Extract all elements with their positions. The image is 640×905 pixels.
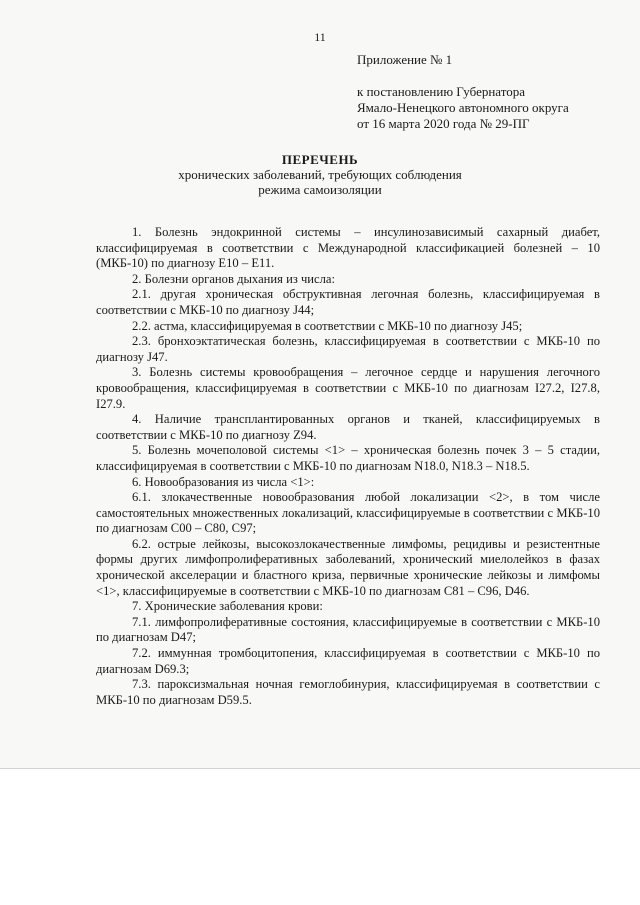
list-item: 2.2. астма, классифицируемая в соответствии с МКБ-10 по диагнозу J45;: [132, 318, 523, 333]
list-item: 6. Новообразования из числа <1>:: [132, 474, 315, 489]
document-subtitle-1: хронических заболеваний, требующих соблюдения: [178, 167, 462, 182]
list-item: 7.1. лимфопролиферативные состояния, классифицируемые в соответствии с МКБ-10 по диагнозам D47;: [96, 614, 600, 645]
appendix-title: Приложение № 1: [357, 52, 453, 67]
list-item: 2.3. бронхоэктатическая болезнь, классифицируемая в соответствии с МКБ-10 по диагнозу J47.: [96, 334, 600, 364]
document-title: ПЕРЕЧЕНЬ: [281, 152, 359, 167]
list-item: 6.2. острые лейкозы, высокозлокачественные лимфомы, рецидивы и резистентные формы других лимфопролиферативных заболеваний, хронический миелолейкоз в фазах хронической акселерации и бластного криза, первичные хронические лейкозы и лимфомы <1>, классифицируемые в соответствии с МКБ-10 по диагнозам C81 – C96, D46.: [96, 536, 600, 598]
list-item: 7.3. пароксизмальная ночная гемоглобинурия, классифицируемая в соответствии с МКБ-10 по диагнозам D59.5.: [96, 677, 600, 707]
document-body: [96, 225, 600, 708]
appendix-line-3: от 16 марта 2020 года № 29-ПГ: [357, 116, 530, 131]
list-item: 5. Болезнь мочеполовой системы <1> – хроническая болезнь почек 3 – 5 стадии, классифицируемая в соответствии с МКБ-10 по диагнозам N18.0, N18.3 – N18.5.: [96, 443, 600, 473]
appendix-line-1: к постановлению Губернатора: [357, 84, 526, 99]
list-item: 7.2. иммунная тромбоцитопения, классифицируемая в соответствии с МКБ-10 по диагнозам D69.3;: [96, 646, 600, 676]
appendix-line-2: Ямало-Ненецкого автономного округа: [357, 100, 569, 115]
list-item: 2. Болезни органов дыхания из числа:: [132, 271, 335, 286]
document-subtitle-2: режима самоизоляции: [258, 182, 382, 197]
list-item: 4. Наличие трансплантированных органов и тканей, классифицируемых в соответствии с МКБ-10 по диагнозу Z94.: [96, 412, 600, 442]
list-item: 7. Хронические заболевания крови:: [132, 599, 323, 614]
appendix-block: [357, 52, 569, 132]
list-item: 6.1. злокачественные новообразования любой локализации <2>, в том числе самостоятельных множественных локализаций, классифицируемые в соответствии с МКБ-10 по диагнозам C00 – C80, C97;: [96, 490, 600, 536]
list-item: 2.1. другая хроническая обструктивная легочная болезнь, классифицируемая в соответствии с МКБ-10 по диагнозу J44;: [96, 287, 600, 317]
title-block: [0, 152, 640, 197]
list-item: 1. Болезнь эндокринной системы – инсулинозависимый сахарный диабет, классифицируемая в соответствии с Международной классификацией болезней – 10 (МКБ-10) по диагнозу E10 – E11.: [96, 225, 600, 271]
list-item: 3. Болезнь системы кровообращения – легочное сердце и нарушения легочного кровообращения, классифицируемая в соответствии с МКБ-10 по диагнозам I27.2, I27.8, I27.9.: [96, 365, 600, 411]
page-number: 11: [314, 30, 326, 44]
